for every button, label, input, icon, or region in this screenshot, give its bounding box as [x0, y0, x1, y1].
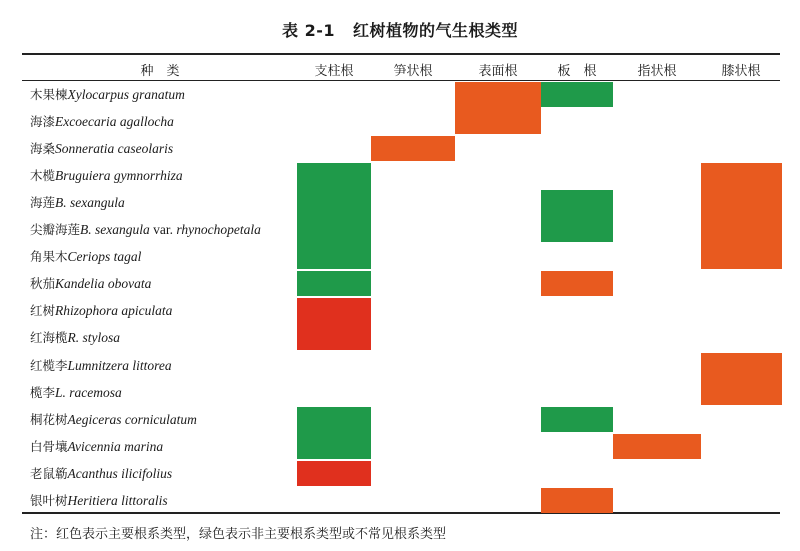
minor-root-type-block [297, 271, 371, 296]
species-row [30, 135, 173, 162]
main-root-type-block [455, 82, 541, 134]
species-row [30, 460, 172, 487]
column-header: 板 根 [557, 64, 597, 79]
species-variety-name: rhynochopetala [176, 222, 261, 238]
species-row [30, 81, 185, 108]
species-chinese-name: 老鼠簕 [30, 465, 68, 481]
minor-root-type-block [541, 82, 613, 107]
main-root-type-block [541, 488, 613, 513]
main-root-type-block [371, 136, 455, 161]
species-latin-name: Aegiceras corniculatum [67, 411, 197, 427]
table-note: 注：红色表示主要根系类型，绿色表示非主要根系类型或不常见根系类型 [30, 527, 447, 542]
table-number: 表 2-1 [282, 21, 335, 40]
minor-root-type-block [541, 407, 613, 432]
species-row [30, 189, 125, 216]
species-latin-name: Lumnitzera littorea [67, 357, 172, 373]
species-row [30, 406, 197, 433]
main-root-type-block [297, 461, 371, 486]
species-chinese-name: 红树 [30, 303, 56, 319]
species-chinese-name: 海莲 [30, 195, 56, 211]
table-title [0, 18, 800, 41]
species-chinese-name: 海桑 [30, 141, 56, 157]
species-chinese-name: 红榄李 [30, 357, 68, 373]
species-row [30, 379, 122, 406]
column-header: 表面根 [478, 64, 518, 79]
species-latin-name: Bruguiera gymnorrhiza [55, 168, 183, 184]
species-chinese-name: 红海榄 [30, 330, 68, 346]
main-root-type-block [701, 353, 782, 405]
main-root-type-block [297, 298, 371, 350]
column-header: 种 类 [140, 64, 180, 79]
species-chinese-name: 木榄 [30, 168, 56, 184]
species-row [30, 487, 168, 514]
minor-root-type-block [297, 407, 371, 459]
species-latin-name: Excoecaria agallocha [55, 114, 174, 130]
species-row [30, 352, 172, 379]
species-latin-name: L. racemosa [55, 384, 122, 400]
species-row [30, 162, 183, 189]
species-latin-name: R. stylosa [67, 330, 121, 346]
column-header: 笋状根 [393, 64, 433, 79]
species-latin-name: Kandelia obovata [55, 276, 152, 292]
table-title-text: 红树植物的气生根类型 [352, 21, 518, 40]
species-variety-marker: var. [149, 222, 177, 238]
species-chinese-name: 桐花树 [30, 411, 68, 427]
species-latin-name: Sonneratia caseolaris [55, 141, 174, 157]
main-root-type-block [613, 434, 701, 459]
species-chinese-name: 尖瓣海莲 [30, 222, 81, 238]
species-row [30, 324, 120, 351]
species-row [30, 270, 151, 297]
species-row [30, 108, 174, 135]
species-chinese-name: 木果楝 [30, 87, 68, 102]
species-row [30, 297, 172, 324]
species-chinese-name: 银叶树 [30, 492, 68, 508]
species-latin-name: Rhizophora apiculata [55, 303, 173, 319]
minor-root-type-block [541, 190, 613, 242]
column-header: 膝状根 [721, 64, 761, 79]
species-latin-name: Heritiera littoralis [67, 492, 168, 508]
species-latin-name: Acanthus ilicifolius [67, 465, 173, 481]
column-header: 支柱根 [314, 64, 354, 79]
species-row [30, 243, 141, 270]
species-latin-name: Xylocarpus granatum [67, 87, 185, 102]
species-row [30, 216, 261, 243]
main-root-type-block [701, 163, 782, 269]
species-row [30, 433, 163, 460]
species-chinese-name: 角果木 [30, 249, 68, 265]
species-latin-name: Avicennia marina [67, 438, 164, 454]
species-chinese-name: 榄李 [30, 384, 56, 400]
minor-root-type-block [297, 163, 371, 269]
species-chinese-name: 秋茄 [30, 276, 56, 292]
top-rule [22, 53, 780, 55]
species-latin-name: Ceriops tagal [67, 249, 142, 265]
column-header: 指状根 [637, 64, 677, 79]
species-chinese-name: 海漆 [30, 114, 56, 130]
main-root-type-block [541, 271, 613, 296]
species-latin-name: B. sexangula [80, 222, 150, 238]
species-latin-name: B. sexangula [55, 195, 125, 211]
species-chinese-name: 白骨壤 [30, 438, 68, 454]
